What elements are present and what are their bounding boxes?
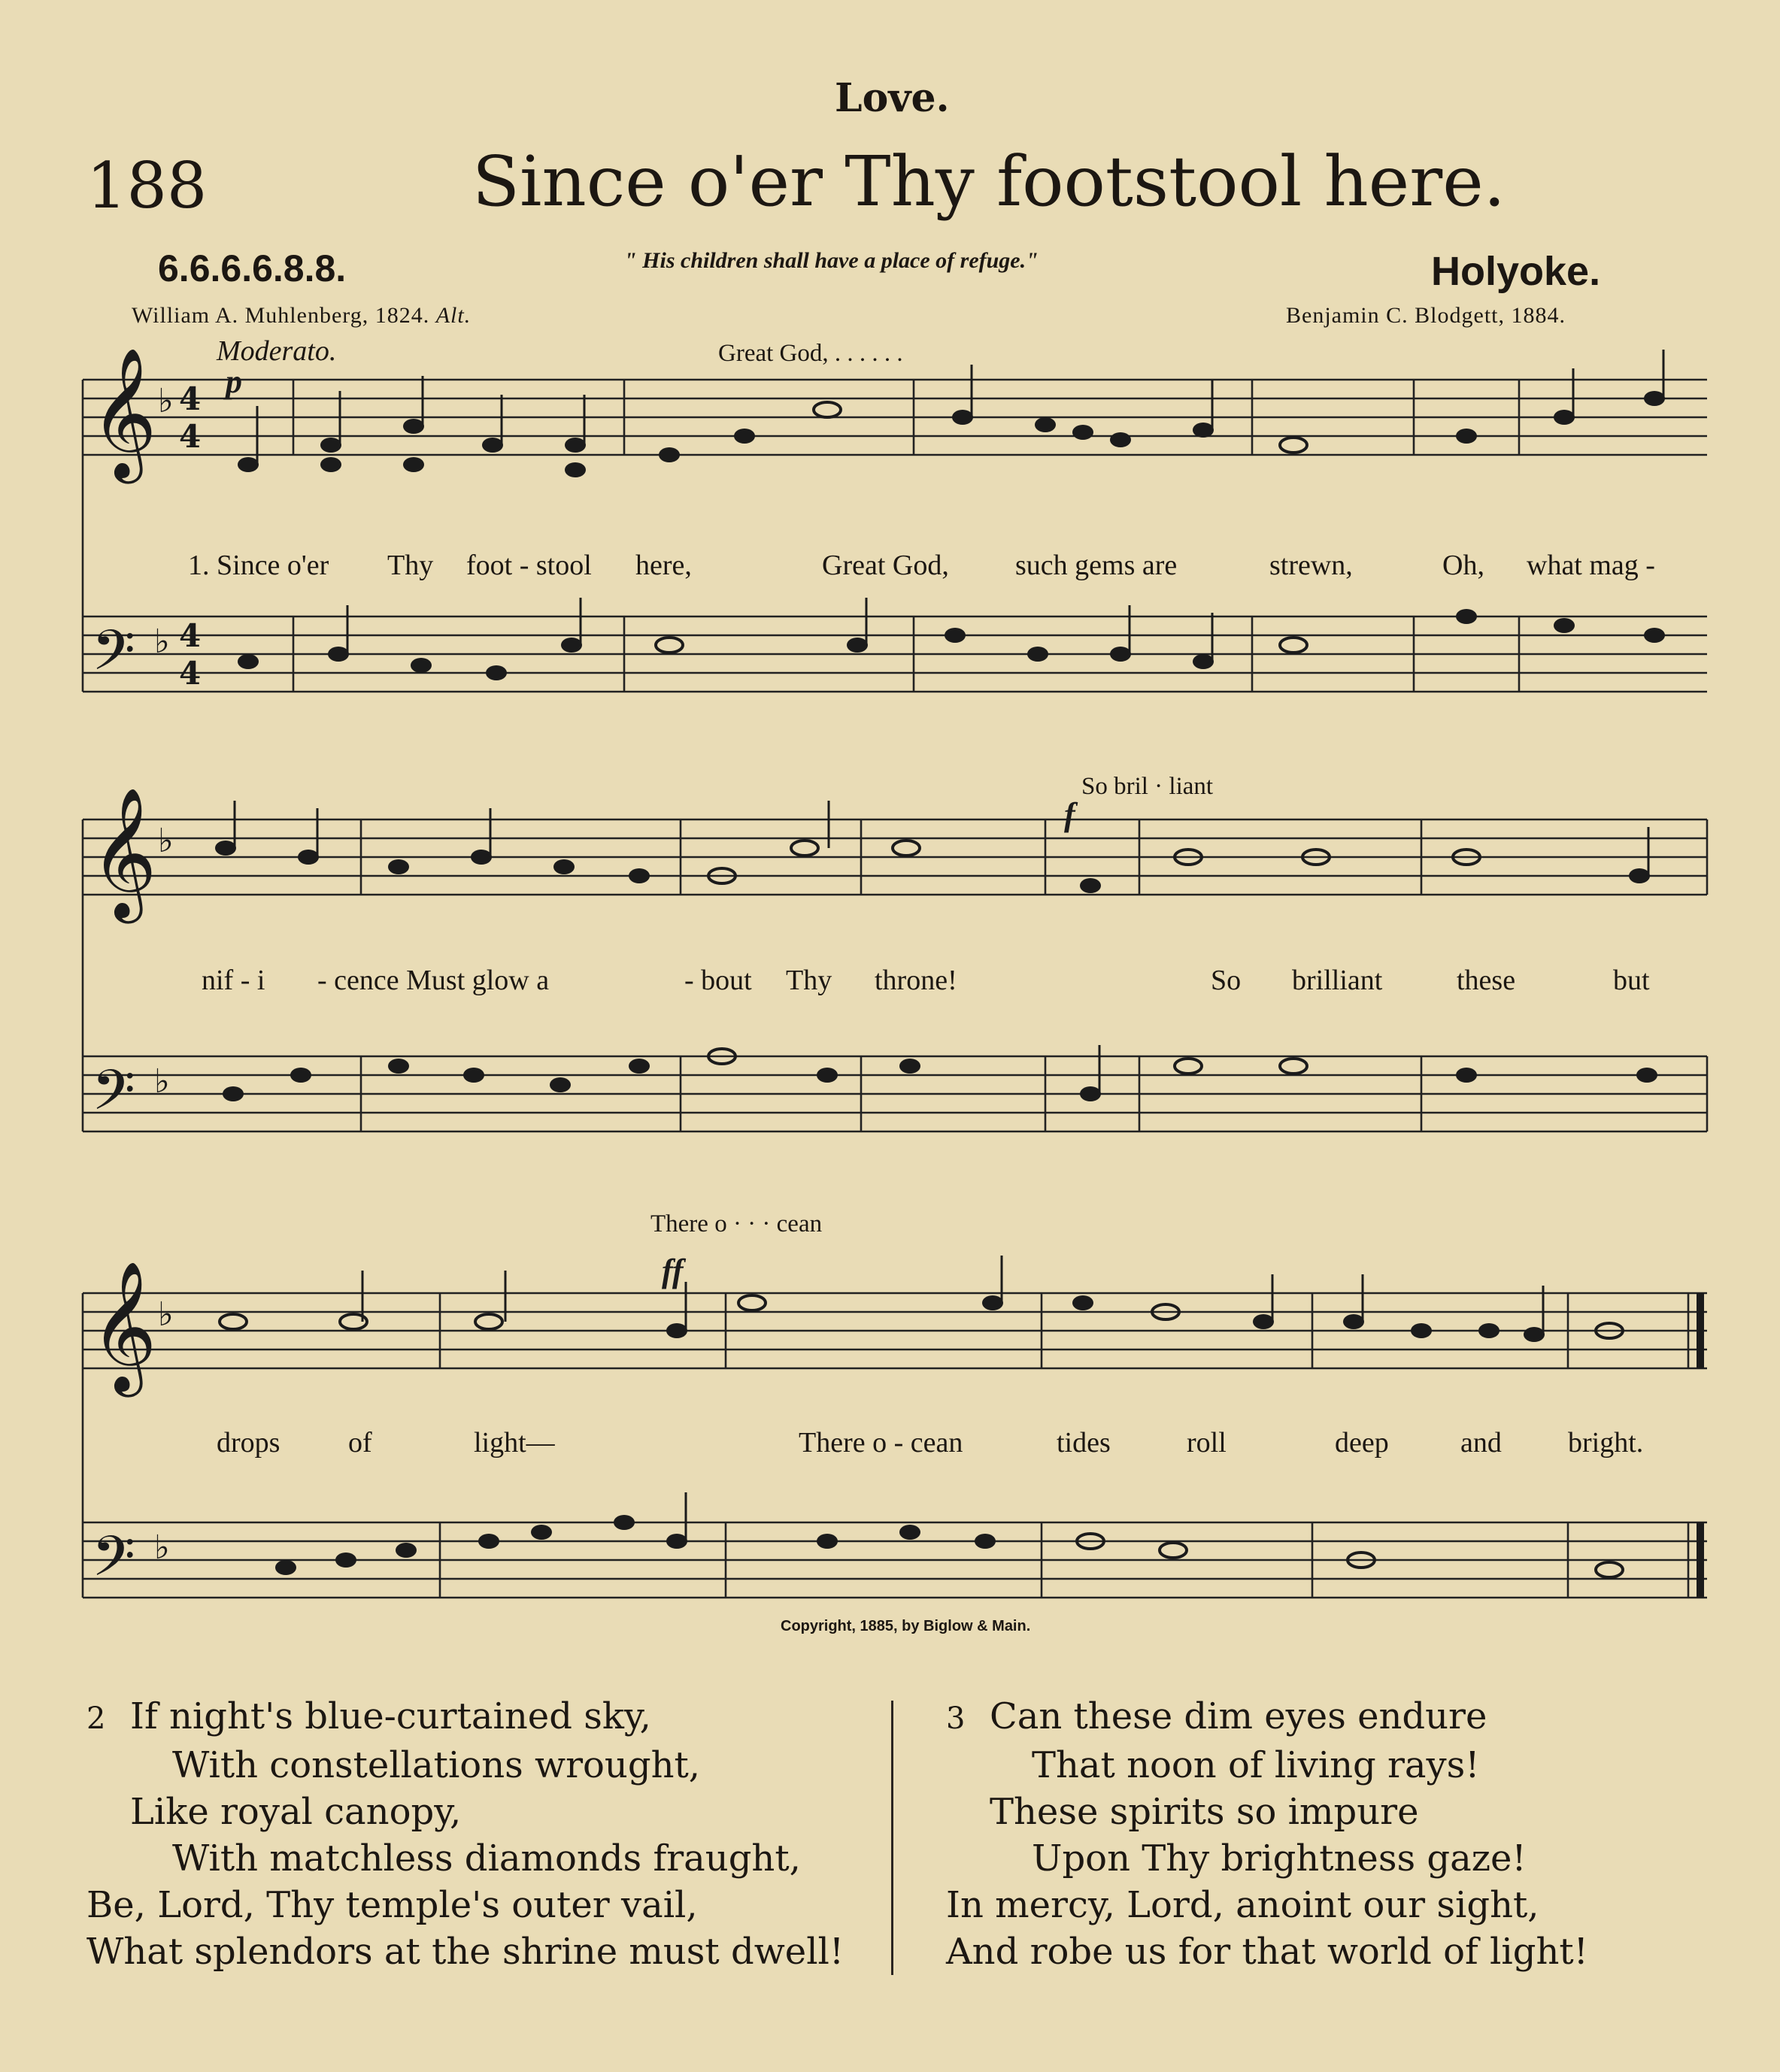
lyric-syllable: Oh,	[1442, 550, 1484, 581]
lyric-syllable: There o - cean	[799, 1427, 963, 1459]
stanza-line: That noon of living rays!	[1032, 1744, 1480, 1786]
lyric-syllable: strewn,	[1269, 550, 1353, 581]
stanza-number: 3	[946, 1701, 966, 1736]
stanza-number: 2	[86, 1701, 106, 1736]
lyric-syllable: Thy	[786, 965, 832, 996]
svg-text:♭: ♭	[154, 623, 170, 661]
tune-name: Holyoke.	[1431, 249, 1601, 294]
lyric-syllable: - bout	[684, 965, 752, 996]
lyric-syllable: 1. Since o'er	[188, 550, 329, 581]
stanza-3	[946, 1693, 1588, 1975]
lyric-syllable: throne!	[875, 965, 957, 996]
system-1	[83, 380, 1707, 692]
svg-text:4: 4	[179, 655, 202, 692]
lyric-syllable: deep	[1335, 1427, 1389, 1459]
epigraph: " His children shall have a place of refuge."	[624, 248, 1039, 273]
stanza-line: And robe us for that world of light!	[946, 1931, 1588, 1973]
svg-text:♭: ♭	[158, 822, 174, 860]
lyric-syllable: brilliant	[1292, 965, 1383, 996]
svg-text:f: f	[1064, 796, 1075, 833]
stanza-line: These spirits so impure	[990, 1791, 1419, 1833]
svg-text:4: 4	[179, 617, 202, 654]
stanza-line: Be, Lord, Thy temple's outer vail,	[86, 1884, 698, 1926]
lyric-syllable: So	[1211, 965, 1242, 996]
section-heading: Love.	[835, 75, 950, 121]
svg-text:4: 4	[179, 418, 202, 455]
stanza-line: What splendors at the shrine must dwell!	[86, 1931, 845, 1973]
svg-text:♭: ♭	[154, 1062, 170, 1101]
text-credit-alt: Alt.	[435, 303, 472, 328]
lyrics-line-3	[0, 1426, 1780, 1464]
svg-text:♭: ♭	[158, 382, 174, 420]
lyric-syllable: Thy	[387, 550, 434, 581]
lyric-syllable: light—	[474, 1427, 555, 1459]
bass-clef-icon: 𝄢	[92, 618, 135, 697]
cue-system-3: There o · · · cean	[650, 1210, 823, 1237]
hymn-number: 188	[86, 149, 208, 223]
stanza-line: With constellations wrought,	[172, 1744, 701, 1786]
lyric-syllable: and	[1460, 1427, 1502, 1459]
cue-system-1: Great God, . . . . . .	[718, 340, 903, 367]
svg-text:𝄢: 𝄢	[92, 1524, 135, 1603]
copyright: Copyright, 1885, by Biglow & Main.	[781, 1618, 1031, 1634]
stanza-line: Like royal canopy,	[130, 1791, 462, 1833]
lyric-syllable: drops	[217, 1427, 280, 1459]
cue-system-2: So bril · liant	[1081, 773, 1214, 800]
stanza-line: In mercy, Lord, anoint our sight,	[946, 1884, 1539, 1926]
lyrics-line-2	[0, 964, 1780, 1001]
stanza-line: With matchless diamonds fraught,	[172, 1837, 801, 1880]
tempo-marking: Moderato.	[217, 335, 337, 367]
lyric-syllable: tides	[1057, 1427, 1111, 1459]
lyric-syllable: these	[1457, 965, 1516, 996]
lyric-syllable: such gems are	[1015, 550, 1178, 581]
system-3-notes	[220, 1256, 1623, 1577]
lyric-syllable: nif - i	[202, 965, 265, 996]
hymn-title: Since o'er Thy footstool here.	[472, 141, 1506, 222]
svg-text:𝄞: 𝄞	[90, 787, 157, 918]
lyric-syllable: what mag -	[1527, 550, 1655, 581]
svg-text:p: p	[226, 363, 242, 400]
lyrics-line-1	[0, 549, 1780, 586]
svg-text:ff: ff	[662, 1253, 684, 1289]
lyric-syllable: but	[1613, 965, 1650, 996]
lyric-syllable: Great God,	[822, 550, 949, 581]
svg-text:𝄢: 𝄢	[92, 1058, 135, 1137]
stanza-line: Upon Thy brightness gaze!	[1032, 1837, 1527, 1880]
music-credit: Benjamin C. Blodgett, 1884.	[1286, 303, 1566, 328]
meter: 6.6.6.6.8.8.	[158, 247, 347, 289]
treble-clef-icon: 𝄞	[90, 347, 157, 478]
svg-text:4: 4	[179, 380, 202, 417]
lyric-syllable: roll	[1187, 1427, 1227, 1459]
lyric-syllable: - cence Must glow a	[317, 965, 550, 996]
svg-text:𝄞: 𝄞	[90, 1261, 157, 1392]
svg-text:♭: ♭	[158, 1295, 174, 1334]
text-author: William A. Muhlenberg, 1824.	[132, 303, 430, 328]
stanza-line: 2 If night's blue-curtained sky,	[86, 1693, 844, 1742]
lyric-syllable: here,	[635, 550, 692, 581]
stanza-divider	[891, 1701, 893, 1975]
lyric-syllable: of	[348, 1427, 372, 1459]
lyric-syllable: bright.	[1568, 1427, 1644, 1459]
svg-text:♭: ♭	[154, 1528, 170, 1567]
stanza-line: 3 Can these dim eyes endure	[946, 1693, 1588, 1742]
stanza-2	[86, 1693, 844, 1975]
lyric-syllable: foot - stool	[466, 550, 592, 581]
